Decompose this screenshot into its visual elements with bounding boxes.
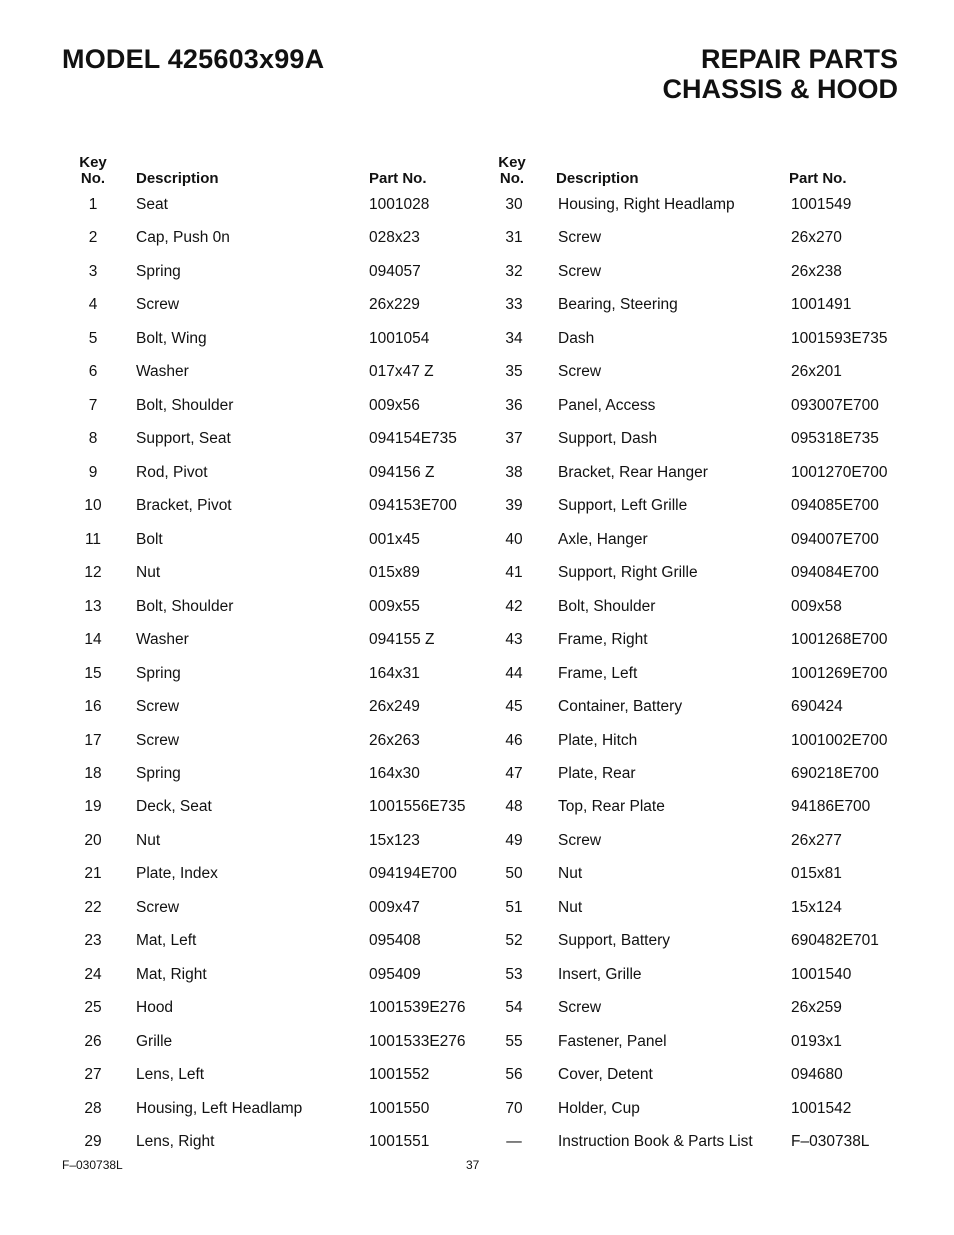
key-no-cell: 16 [84, 698, 102, 716]
part-no-cell: 094680 [791, 1066, 843, 1084]
key-no-cell: 34 [505, 329, 523, 347]
part-no-cell: 015x89 [369, 564, 420, 582]
key-no-cell: 37 [505, 430, 523, 448]
description-cell: Support, Seat [136, 430, 231, 448]
key-no-cell: 30 [505, 196, 523, 213]
part-no-cell: 009x55 [369, 597, 420, 615]
part-no-cell: 017x47 Z [369, 363, 434, 381]
key-no-cell: 52 [505, 932, 523, 950]
part-no-cell: 690424 [791, 698, 843, 716]
description-cell: Washer [136, 363, 189, 381]
key-no-cell: 51 [505, 898, 523, 916]
part-no-cell: 094084E700 [791, 564, 879, 582]
key-no-cell: 23 [84, 932, 102, 950]
key-no-cell: 20 [84, 831, 102, 849]
part-no-cell: 26x263 [369, 731, 420, 749]
part-no-cell: 26x270 [791, 229, 842, 247]
description-cell: Fastener, Panel [558, 1032, 667, 1050]
part-no-cell: 094007E700 [791, 530, 879, 548]
key-no-cell: 46 [505, 731, 523, 749]
description-cell: Screw [558, 262, 602, 280]
description-cell: Panel, Access [558, 396, 656, 414]
description-cell: Screw [558, 999, 602, 1017]
description-cell: Bolt [136, 530, 163, 548]
description-cell: Lens, Right [136, 1133, 215, 1151]
description-cell: Screw [558, 229, 602, 247]
part-no-cell: 690218E700 [791, 764, 879, 782]
key-no-cell: 17 [84, 731, 102, 749]
key-no-cell: 15 [84, 664, 102, 682]
description-cell: Screw [136, 698, 180, 716]
part-no-cell: 164x31 [369, 664, 420, 682]
key-no-cell: 1 [88, 196, 98, 213]
key-no-header: Key No. [79, 154, 107, 187]
part-no-cell: 26x201 [791, 363, 842, 381]
description-cell: Spring [136, 764, 181, 782]
description-cell: Rod, Pivot [136, 463, 208, 481]
key-no-cell: 70 [505, 1099, 523, 1117]
key-no-cell: 25 [84, 999, 102, 1017]
key-no-cell: 8 [88, 430, 98, 448]
part-no-cell: 1001269E700 [791, 664, 888, 682]
description-cell: Dash [558, 329, 595, 347]
part-no-cell: 1001491 [791, 296, 852, 314]
key-no-cell: 3 [88, 262, 98, 280]
key-no-cell: 45 [505, 698, 523, 716]
key-no-cell: 35 [505, 363, 523, 381]
description-cell: Insert, Grille [558, 965, 642, 983]
part-no-cell: 1001593E735 [791, 329, 888, 347]
description-cell: Instruction Book & Parts List [558, 1133, 753, 1151]
part-no-cell: 1001054 [369, 329, 430, 347]
description-cell: Housing, Right Headlamp [558, 196, 735, 213]
part-no-cell: 26x238 [791, 262, 842, 280]
part-no-cell: 1001270E700 [791, 463, 888, 481]
part-no-cell: 1001542 [791, 1099, 852, 1117]
description-cell: Screw [136, 898, 180, 916]
part-no-cell: 26x229 [369, 296, 420, 314]
description-header: Description [136, 170, 219, 187]
section-title-line2: CHASSIS & HOOD [662, 74, 898, 104]
description-cell: Nut [558, 865, 583, 883]
description-cell: Plate, Rear [558, 764, 636, 782]
part-no-cell: 094155 Z [369, 631, 435, 649]
description-cell: Washer [136, 631, 189, 649]
description-cell: Deck, Seat [136, 798, 212, 816]
page-number: 37 [466, 1158, 480, 1172]
description-cell: Nut [136, 564, 161, 582]
description-cell: Bolt, Wing [136, 329, 207, 347]
description-cell: Screw [136, 731, 180, 749]
description-cell: Bolt, Shoulder [558, 597, 656, 615]
description-cell: Nut [136, 831, 161, 849]
key-no-cell: 5 [88, 329, 98, 347]
description-cell: Frame, Left [558, 664, 638, 682]
key-no-cell: 43 [505, 631, 523, 649]
key-no-cell: 36 [505, 396, 523, 414]
part-no-cell: 094057 [369, 262, 421, 280]
section-title [662, 44, 898, 104]
description-cell: Plate, Hitch [558, 731, 638, 749]
key-no-cell: 13 [84, 597, 102, 615]
part-no-cell: 1001539E276 [369, 999, 466, 1017]
description-cell: Screw [558, 831, 602, 849]
description-cell: Top, Rear Plate [558, 798, 665, 816]
part-no-cell: 0193x1 [791, 1032, 842, 1050]
description-cell: Lens, Left [136, 1066, 205, 1084]
description-cell: Frame, Right [558, 631, 648, 649]
part-no-cell: 1001556E735 [369, 798, 466, 816]
description-cell: Support, Dash [558, 430, 658, 448]
part-no-cell: 94186E700 [791, 798, 871, 816]
key-no-cell: 28 [84, 1099, 102, 1117]
key-no-cell: 31 [505, 229, 523, 247]
part-no-cell: 015x81 [791, 865, 842, 883]
part-no-cell: 094085E700 [791, 497, 879, 515]
description-cell: Plate, Index [136, 865, 218, 883]
part-no-cell: 094153E700 [369, 497, 457, 515]
key-no-cell: 49 [505, 831, 523, 849]
key-no-cell: 47 [505, 764, 523, 782]
part-no-cell: 164x30 [369, 764, 420, 782]
key-no-cell: 40 [505, 530, 523, 548]
key-no-cell: 50 [505, 865, 523, 883]
key-no-cell: 38 [505, 463, 523, 481]
key-no-cell: 21 [84, 865, 102, 883]
part-no-cell: 094194E700 [369, 865, 457, 883]
part-no-cell: 26x277 [791, 831, 842, 849]
key-no-cell: 48 [505, 798, 523, 816]
part-no-cell: 095408 [369, 932, 421, 950]
key-no-cell: 39 [505, 497, 523, 515]
description-cell: Spring [136, 664, 181, 682]
description-cell: Hood [136, 999, 174, 1017]
description-cell: Cap, Push 0n [136, 229, 230, 247]
key-no-cell: 56 [505, 1066, 523, 1084]
part-no-header: Part No. [789, 170, 847, 187]
key-no-cell: 7 [88, 396, 98, 414]
section-title-line1: REPAIR PARTS [700, 44, 898, 74]
key-no-cell: 22 [84, 898, 102, 916]
part-no-cell: 1001028 [369, 196, 430, 213]
key-no-cell: 26 [84, 1032, 102, 1050]
key-no-cell: 54 [505, 999, 523, 1017]
part-no-cell: 028x23 [369, 229, 420, 247]
description-cell: Container, Battery [558, 698, 683, 716]
key-no-cell: 18 [84, 764, 102, 782]
model-title: MODEL 425603x99A [62, 44, 325, 74]
description-cell: Support, Battery [558, 932, 671, 950]
description-cell: Spring [136, 262, 181, 280]
description-cell: Mat, Right [136, 965, 207, 983]
part-no-header: Part No. [369, 170, 427, 187]
part-no-cell: 094156 Z [369, 463, 435, 481]
part-no-cell: 095318E735 [791, 430, 879, 448]
description-cell: Bolt, Shoulder [136, 396, 234, 414]
part-no-cell: 1001551 [369, 1133, 430, 1151]
key-no-cell: 33 [505, 296, 523, 314]
part-no-cell: 093007E700 [791, 396, 879, 414]
key-no-cell: 14 [84, 631, 102, 649]
key-no-cell: 24 [84, 965, 102, 983]
form-number: F–030738L [62, 1158, 123, 1172]
description-cell: Nut [558, 898, 583, 916]
key-no-cell: 55 [505, 1032, 523, 1050]
key-no-cell: 53 [505, 965, 523, 983]
key-no-cell: 27 [84, 1066, 102, 1084]
part-no-cell: 26x259 [791, 999, 842, 1017]
part-no-cell: 095409 [369, 965, 421, 983]
key-no-cell: 11 [84, 530, 102, 548]
part-no-cell: 1001268E700 [791, 631, 888, 649]
key-no-cell: 41 [505, 564, 523, 582]
key-no-cell: 10 [84, 497, 102, 515]
part-no-cell: 1001552 [369, 1066, 430, 1084]
part-no-cell: F–030738L [791, 1133, 870, 1151]
key-no-cell: 12 [84, 564, 102, 582]
key-no-cell: 2 [88, 229, 98, 247]
description-cell: Holder, Cup [558, 1099, 640, 1117]
key-no-cell: 29 [84, 1133, 102, 1151]
description-cell: Axle, Hanger [558, 530, 648, 548]
part-no-cell: 1001533E276 [369, 1032, 466, 1050]
part-no-cell: 1001002E700 [791, 731, 888, 749]
key-no-cell: — [506, 1133, 522, 1151]
description-header: Description [556, 170, 639, 187]
part-no-cell: 094154E735 [369, 430, 457, 448]
description-cell: Mat, Left [136, 932, 197, 950]
part-no-cell: 26x249 [369, 698, 420, 716]
key-no-cell: 42 [505, 597, 523, 615]
description-cell: Seat [136, 196, 168, 213]
part-no-cell: 15x124 [791, 898, 842, 916]
key-no-cell: 6 [88, 363, 98, 381]
key-no-cell: 9 [88, 463, 98, 481]
part-no-cell: 009x58 [791, 597, 842, 615]
part-no-cell: 1001549 [791, 196, 852, 213]
part-no-cell: 1001550 [369, 1099, 430, 1117]
description-cell: Housing, Left Headlamp [136, 1099, 303, 1117]
part-no-cell: 001x45 [369, 530, 420, 548]
description-cell: Bolt, Shoulder [136, 597, 234, 615]
key-no-cell: 32 [505, 262, 523, 280]
description-cell: Bracket, Pivot [136, 497, 232, 515]
description-cell: Bearing, Steering [558, 296, 678, 314]
description-cell: Support, Right Grille [558, 564, 698, 582]
key-no-cell: 19 [84, 798, 102, 816]
description-cell: Bracket, Rear Hanger [558, 463, 708, 481]
description-cell: Support, Left Grille [558, 497, 688, 515]
description-cell: Screw [558, 363, 602, 381]
description-cell: Cover, Detent [558, 1066, 653, 1084]
description-cell: Screw [136, 296, 180, 314]
part-no-cell: 690482E701 [791, 932, 879, 950]
key-no-cell: 44 [505, 664, 523, 682]
part-no-cell: 009x56 [369, 396, 420, 414]
key-no-header: Key No. [498, 154, 526, 187]
description-cell: Grille [136, 1032, 173, 1050]
part-no-cell: 1001540 [791, 965, 852, 983]
part-no-cell: 15x123 [369, 831, 420, 849]
key-no-cell: 4 [88, 296, 98, 314]
part-no-cell: 009x47 [369, 898, 420, 916]
